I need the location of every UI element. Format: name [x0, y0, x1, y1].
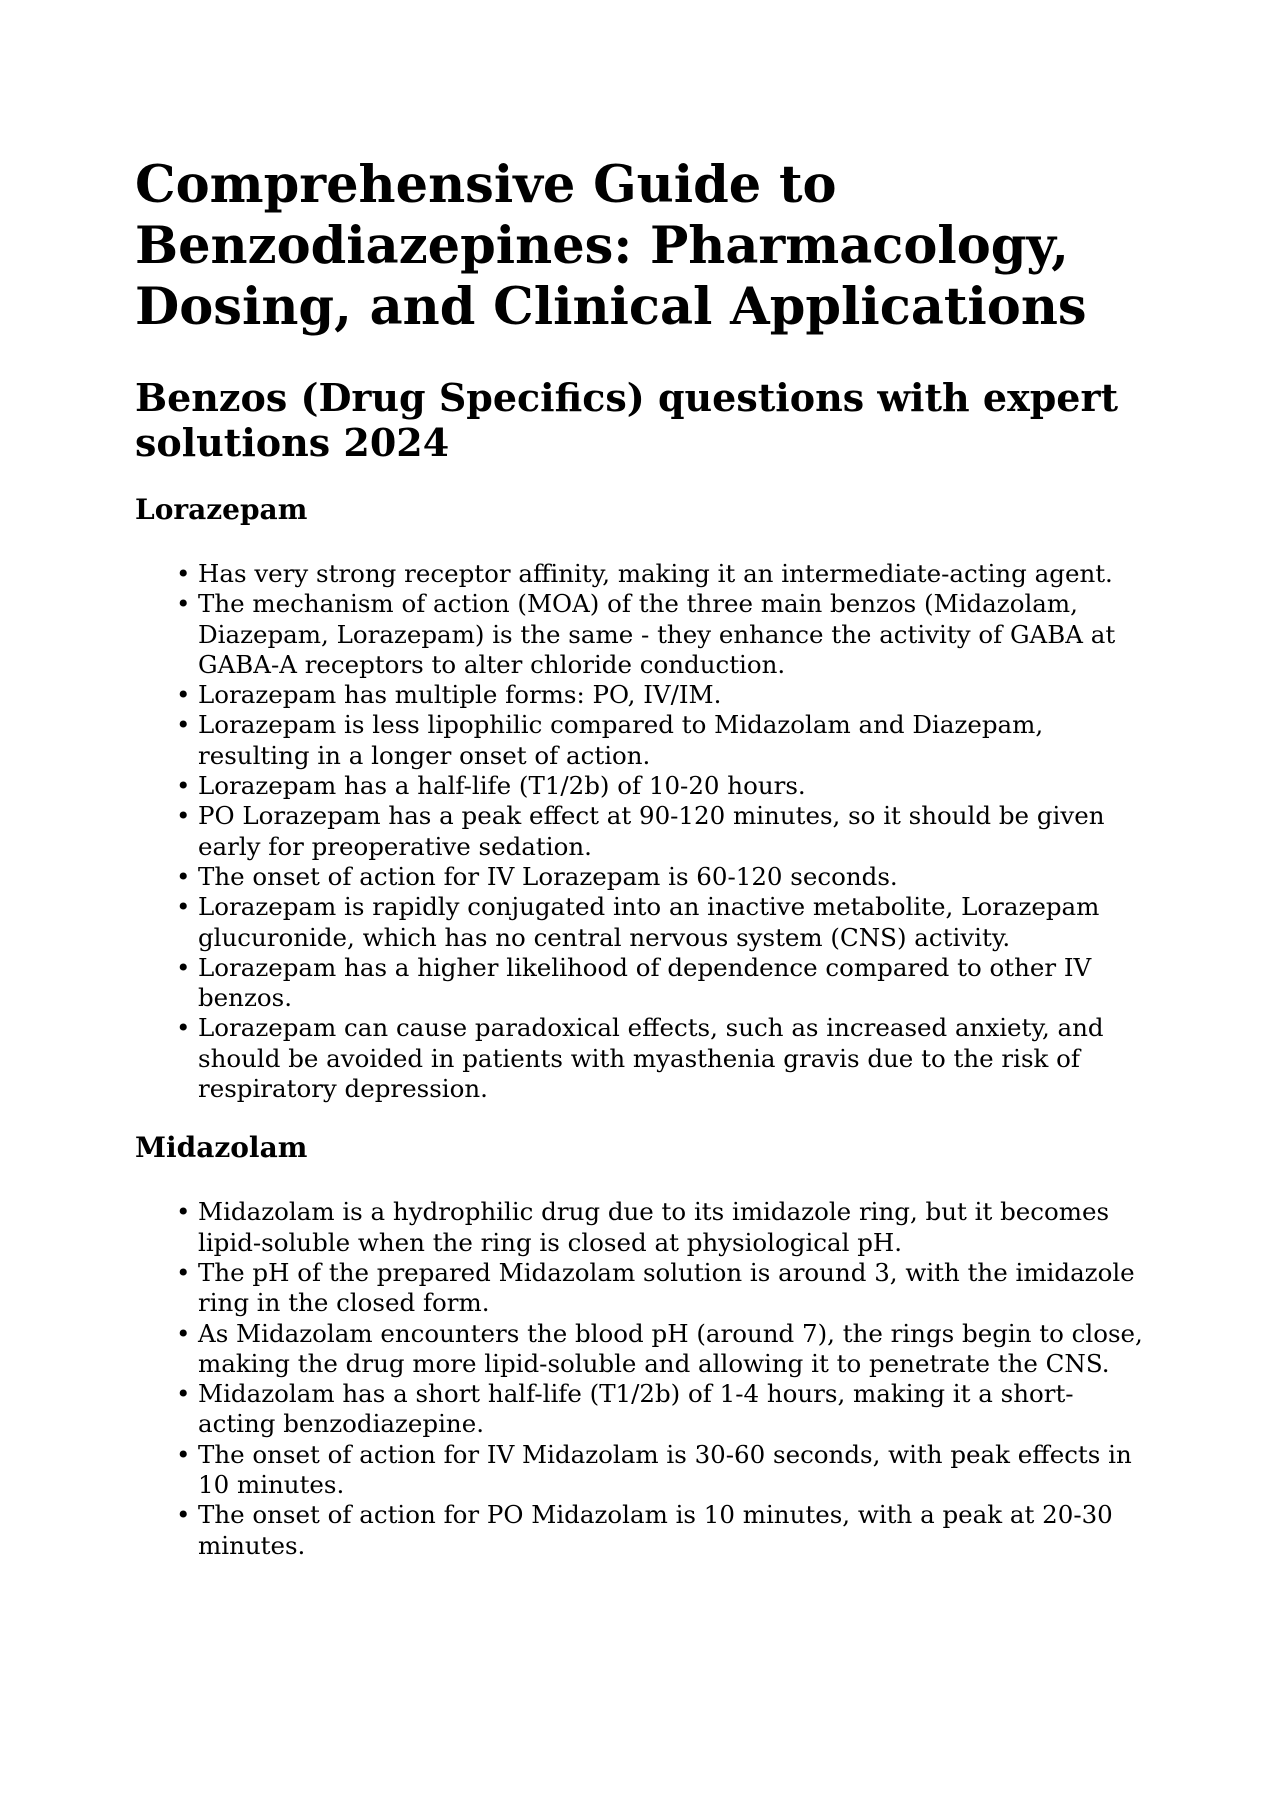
document-title: Comprehensive Guide to Benzodiazepines: Pharmacology, Dosing, and Clinical Applications — [135, 155, 1087, 337]
midazolam-list — [135, 1197, 1145, 1561]
list-item — [176, 1379, 1145, 1440]
list-item — [176, 1500, 1145, 1561]
list-item — [176, 861, 1145, 892]
list-item — [176, 589, 1145, 680]
bullet-icon: • — [176, 861, 191, 891]
list-item-text: Lorazepam has multiple forms: PO, IV/IM. — [198, 680, 722, 710]
bullet-icon: • — [176, 559, 191, 588]
document-subtitle: Benzos (Drug Specifics) questions with expert solutions 2024 — [135, 375, 1119, 465]
list-item — [176, 892, 1145, 953]
list-item — [176, 952, 1145, 1014]
list-item — [176, 710, 1145, 771]
bullet-icon: • — [176, 801, 191, 831]
list-item-text: The onset of action for IV Midazolam is 30-60 seconds, with peak effects in 10 minutes. — [198, 1439, 1132, 1500]
section-heading-midazolam: Midazolam — [135, 1131, 308, 1165]
bullet-icon: • — [176, 892, 191, 922]
list-item-text: Lorazepam can cause paradoxical effects, such as increased anxiety, and should be avoided in patients with myasthenia gravis due to the risk of respiratory depression. — [198, 1013, 1104, 1104]
lorazepam-list — [135, 559, 1145, 1104]
list-item — [176, 1013, 1145, 1104]
section-heading-lorazepam: Lorazepam — [135, 493, 308, 526]
list-item-text: Midazolam is a hydrophilic drug due to its imidazole ring, but it becomes lipid-soluble when the ring is closed at physiological pH. — [198, 1197, 1110, 1257]
list-item — [176, 801, 1145, 862]
list-item-text: Lorazepam has a half-life (T1/2b) of 10-20 hours. — [198, 771, 806, 801]
bullet-icon: • — [176, 1197, 191, 1227]
document-page — [135, 155, 1145, 1561]
bullet-icon: • — [176, 1500, 191, 1530]
list-item — [176, 771, 1145, 801]
bullet-icon: • — [176, 771, 191, 801]
list-item-text: Lorazepam has a higher likelihood of dependence compared to other IV benzos. — [198, 952, 1092, 1013]
list-item-text: Lorazepam is rapidly conjugated into an inactive metabolite, Lorazepam glucuronide, which has no central nervous system (CNS) activity. — [198, 892, 1100, 952]
bullet-icon: • — [176, 1379, 191, 1409]
bullet-icon: • — [176, 680, 191, 710]
bullet-icon: • — [176, 1013, 191, 1043]
list-item — [176, 1197, 1145, 1258]
list-item-text: PO Lorazepam has a peak effect at 90-120 minutes, so it should be given early for preoperative sedation. — [198, 801, 1105, 861]
bullet-icon: • — [176, 1439, 191, 1469]
bullet-icon: • — [176, 589, 191, 619]
bullet-icon: • — [176, 952, 191, 982]
list-item-text: The onset of action for IV Lorazepam is 60-120 seconds. — [198, 861, 898, 891]
list-item-text: The pH of the prepared Midazolam solution is around 3, with the imidazole ring in the closed form. — [198, 1257, 1135, 1318]
list-item-text: Lorazepam is less lipophilic compared to Midazolam and Diazepam, resulting in a longer onset of action. — [198, 710, 1044, 770]
list-item-text: As Midazolam encounters the blood pH (around 7), the rings begin to close, making the drug more lipid-soluble and allowing it to penetrate the CNS. — [198, 1318, 1143, 1378]
bullet-icon: • — [176, 710, 191, 740]
list-item-text: Midazolam has a short half-life (T1/2b) of 1-4 hours, making it a short-acting benzodiazepine. — [198, 1379, 1074, 1439]
list-item-text: Has very strong receptor affinity, making it an intermediate-acting agent. — [198, 559, 1113, 588]
list-item-text: The mechanism of action (MOA) of the three main benzos (Midazolam, Diazepam, Lorazepam) is the same - they enhance the activity of GABA at GABA-A receptors to alter chloride conduction. — [198, 589, 1116, 679]
list-item — [176, 680, 1145, 710]
bullet-icon: • — [176, 1257, 191, 1287]
list-item — [176, 1318, 1145, 1380]
bullet-icon: • — [176, 1318, 191, 1348]
list-item — [176, 1439, 1145, 1501]
list-item — [176, 559, 1145, 589]
list-item — [176, 1257, 1145, 1319]
list-item-text: The onset of action for PO Midazolam is 10 minutes, with a peak at 20-30 minutes. — [198, 1500, 1113, 1560]
